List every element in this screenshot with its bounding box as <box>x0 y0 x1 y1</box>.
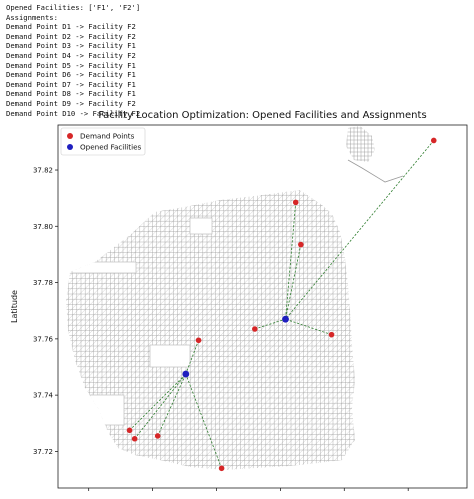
console-line: Demand Point D8 -> Facility F1 <box>6 89 136 99</box>
demand-point-marker <box>298 242 304 248</box>
chart-title: Facility Location Optimization: Opened Facilities and Assignments <box>98 110 427 121</box>
console-line: Assignments: <box>6 12 58 22</box>
plot-border <box>58 125 467 488</box>
console-line: Demand Point D7 -> Facility F1 <box>6 79 136 89</box>
demand-point-marker <box>252 326 258 332</box>
console-line: Demand Point D6 -> Facility F1 <box>6 70 136 80</box>
park-area <box>190 218 212 234</box>
y-tick-label: 37.76 <box>32 335 53 344</box>
street-grid <box>0 190 474 472</box>
legend-label: Opened Facilities <box>80 142 142 152</box>
console-line: Demand Point D9 -> Facility F2 <box>6 98 136 108</box>
legend-marker <box>67 144 73 150</box>
legend-marker <box>67 133 73 139</box>
y-tick-label: 37.82 <box>32 166 53 175</box>
bridge-line <box>348 160 403 182</box>
console-line: Demand Point D10 -> Facility F2 <box>6 108 141 118</box>
street-network-map <box>0 124 474 472</box>
y-tick-label: 37.72 <box>32 447 53 456</box>
console-line: Demand Point D2 -> Facility F2 <box>6 31 136 41</box>
demand-point-marker <box>132 436 138 442</box>
demand-point-marker <box>196 337 202 343</box>
park-area <box>90 395 124 425</box>
demand-point-marker <box>293 200 299 206</box>
y-tick-label: 37.80 <box>32 222 53 231</box>
console-line: Demand Point D4 -> Facility F2 <box>6 50 136 60</box>
demand-point-marker <box>431 138 437 144</box>
y-tick-label: 37.74 <box>32 391 53 400</box>
console-line: Demand Point D3 -> Facility F1 <box>6 41 136 51</box>
park-area <box>72 262 136 273</box>
park-area <box>150 345 190 367</box>
island-streets <box>340 124 380 165</box>
legend <box>61 128 145 155</box>
assignment-line <box>286 202 296 319</box>
console-line: Demand Point D1 -> Facility F2 <box>6 22 136 32</box>
facility-marker <box>182 371 189 378</box>
diagonal-streets <box>0 190 474 472</box>
y-tick-label: 37.78 <box>32 279 53 288</box>
demand-point-marker <box>219 466 225 472</box>
demand-point-marker <box>155 433 161 439</box>
demand-point-marker <box>329 332 335 338</box>
console-line: Demand Point D5 -> Facility F1 <box>6 60 136 70</box>
facility-marker <box>282 316 289 323</box>
demand-point-marker <box>127 428 133 434</box>
console-line: Opened Facilities: ['F1', 'F2'] <box>6 3 141 12</box>
y-axis-label: Latitude <box>10 290 19 323</box>
plot-area <box>58 125 467 488</box>
street-lines <box>340 124 380 165</box>
legend-label: Demand Points <box>80 131 135 141</box>
